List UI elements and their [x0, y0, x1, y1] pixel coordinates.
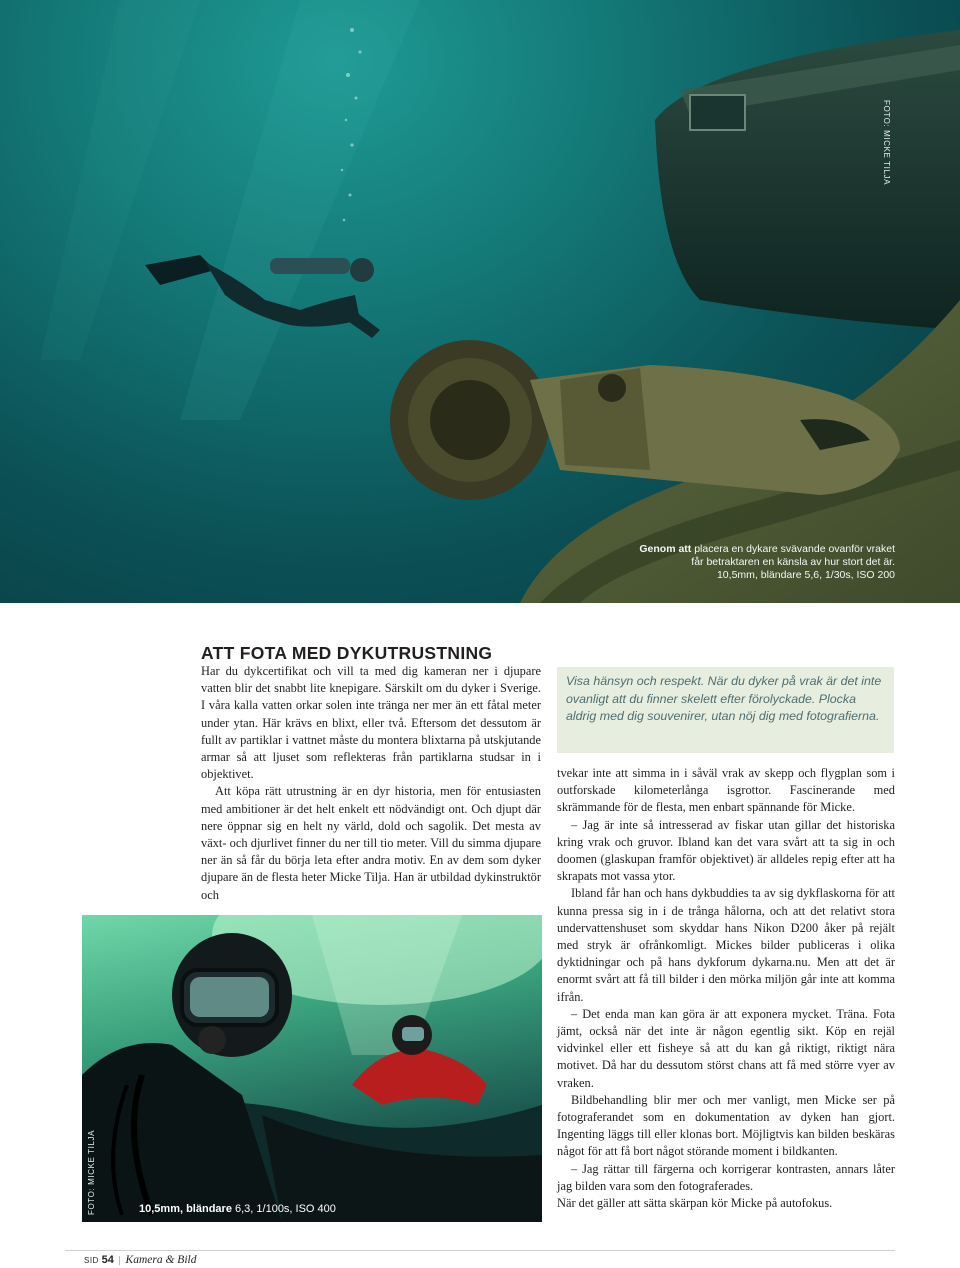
caption-settings: 6,3, 1/100s, ISO 400	[235, 1203, 336, 1215]
caption-settings: 10,5mm, bländare 5,6, 1/30s, ISO 200	[716, 569, 895, 581]
top-photo-caption	[565, 543, 895, 582]
caption-text-1: placera en dykare svävande ovanför vraket	[694, 543, 895, 555]
bottom-photo-caption	[139, 1203, 336, 1215]
magazine-name: Kamera & Bild	[125, 1254, 197, 1266]
footer-separator: |	[118, 1254, 121, 1266]
caption-lead: Genom att	[639, 543, 692, 555]
article-heading: ATT FOTA MED DYKUTRUSTNING	[201, 643, 493, 663]
diver-photo	[82, 915, 542, 1222]
left-paragraph: Att köpa rätt utrustning är en dyr historia, men för entusiasten med ambitioner är det helt enkelt ett nödvändigt ont. Och djupt där nere öppnar sig en helt ny värld, dold och sagolik. Det mesta av växt- och djurlivet finner du ner till tio meter. Vill du simma djupare ner än så får du börja leta efter andra motiv. En av dem som dyker djupare än de flesta heter Micke Tilja. Han är utbildad dykinstruktör och	[201, 784, 541, 902]
left-paragraph: Har du dykcertifikat och vill ta med dig kameran ner i djupare vatten blir det snabbt lite knepigare. Särskilt om du dyker i Sverige. I våra kalla vatten orkar solen inte tränga ner mer än ett fåtal meter under ytan. Här krävs en blixt, eller två. Eftersom det dessutom är fullt av partiklar i vattnet måste du montera blixtarna på utskjutande armar så att ljuset som reflekteras från partiklarna studsar in i objektivet.	[201, 664, 541, 782]
diver-illustration	[82, 915, 542, 1222]
engine	[390, 340, 900, 500]
page-footer	[84, 1254, 196, 1266]
page-label: SID	[84, 1256, 99, 1265]
right-column	[557, 765, 895, 1212]
callout-box: Visa hänsyn och respekt. När du dyker på vrak är det inte ovanligt att du finner skelett efter förolyckade. Plocka aldrig med dig souvenirer, utan nöj dig med fotografierna.	[557, 667, 894, 753]
photo-credit-top: FOTO: MICKE TILJA	[882, 100, 891, 186]
left-column	[201, 663, 541, 904]
caption-lead: 10,5mm, bländare	[139, 1203, 232, 1215]
wreck-illustration	[0, 0, 960, 603]
page-number: 54	[101, 1254, 114, 1266]
photo-credit-bottom: FOTO: MICKE TILJA	[87, 1129, 96, 1215]
caption-text-2: får betraktaren en känsla av hur stort det är.	[691, 556, 895, 568]
wreck-photo	[0, 0, 960, 603]
right-paragraph: – Det enda man kan göra är att exponera mycket. Träna. Fota jämt, också när det inte är någon egentlig sikt. Köp en rejäl vidvinkel eller ett fisheye så att du kan gå riktigt, riktigt nära motivet. Då har du dessutom störst chans att få med större vyer av vraken.	[557, 1006, 895, 1090]
footer-rule	[65, 1250, 895, 1251]
right-paragraph: Bildbehandling blir mer och mer vanligt, men Micke ser på fotograferandet som en dokumentation av dyken han gjort. Ingenting läggs till eller klonas bort. Möjligtvis kan bilden beskäras något för att få bort något störande moment i bildkanten.	[557, 1092, 895, 1159]
right-paragraph: Ibland får han och hans dykbuddies ta av sig dykflaskorna för att kunna pressa sig in i de trånga hålorna, och att det relativt stora undervattenshuset som skyddar hans Nikon D200 åker på rejält med stryk är ofrånkomligt. Mickes bilder publiceras i olika dyktidningar och på hans dykforum dykarna.nu. Men att det är enormt svårt att få till bilder i den mörka miljön går inte att komma ifrån.	[557, 886, 895, 1004]
right-paragraph: tvekar inte att simma in i såväl vrak av skepp och flygplan som i outforskade kilometerlånga isgrottor. Fascinerande med skrämmande för de flesta, men enbart spännande för Micke.	[557, 766, 895, 815]
right-paragraph: – Jag rättar till färgerna och korrigerar kontrasten, annars låter jag bilden vara som den fotograferades.	[557, 1161, 895, 1193]
right-paragraph: – Jag är inte så intresserad av fiskar utan gillar det historiska kring vrak och gruvor. Ibland kan det vara svårt att ta sig in och doomen (glaskupan framför objektivet) är alldeles repig efter att ha skrapats mot vassa ytor.	[557, 817, 895, 884]
right-last-line: När det gäller att sätta skärpan kör Micke på autofokus.	[557, 1196, 833, 1211]
